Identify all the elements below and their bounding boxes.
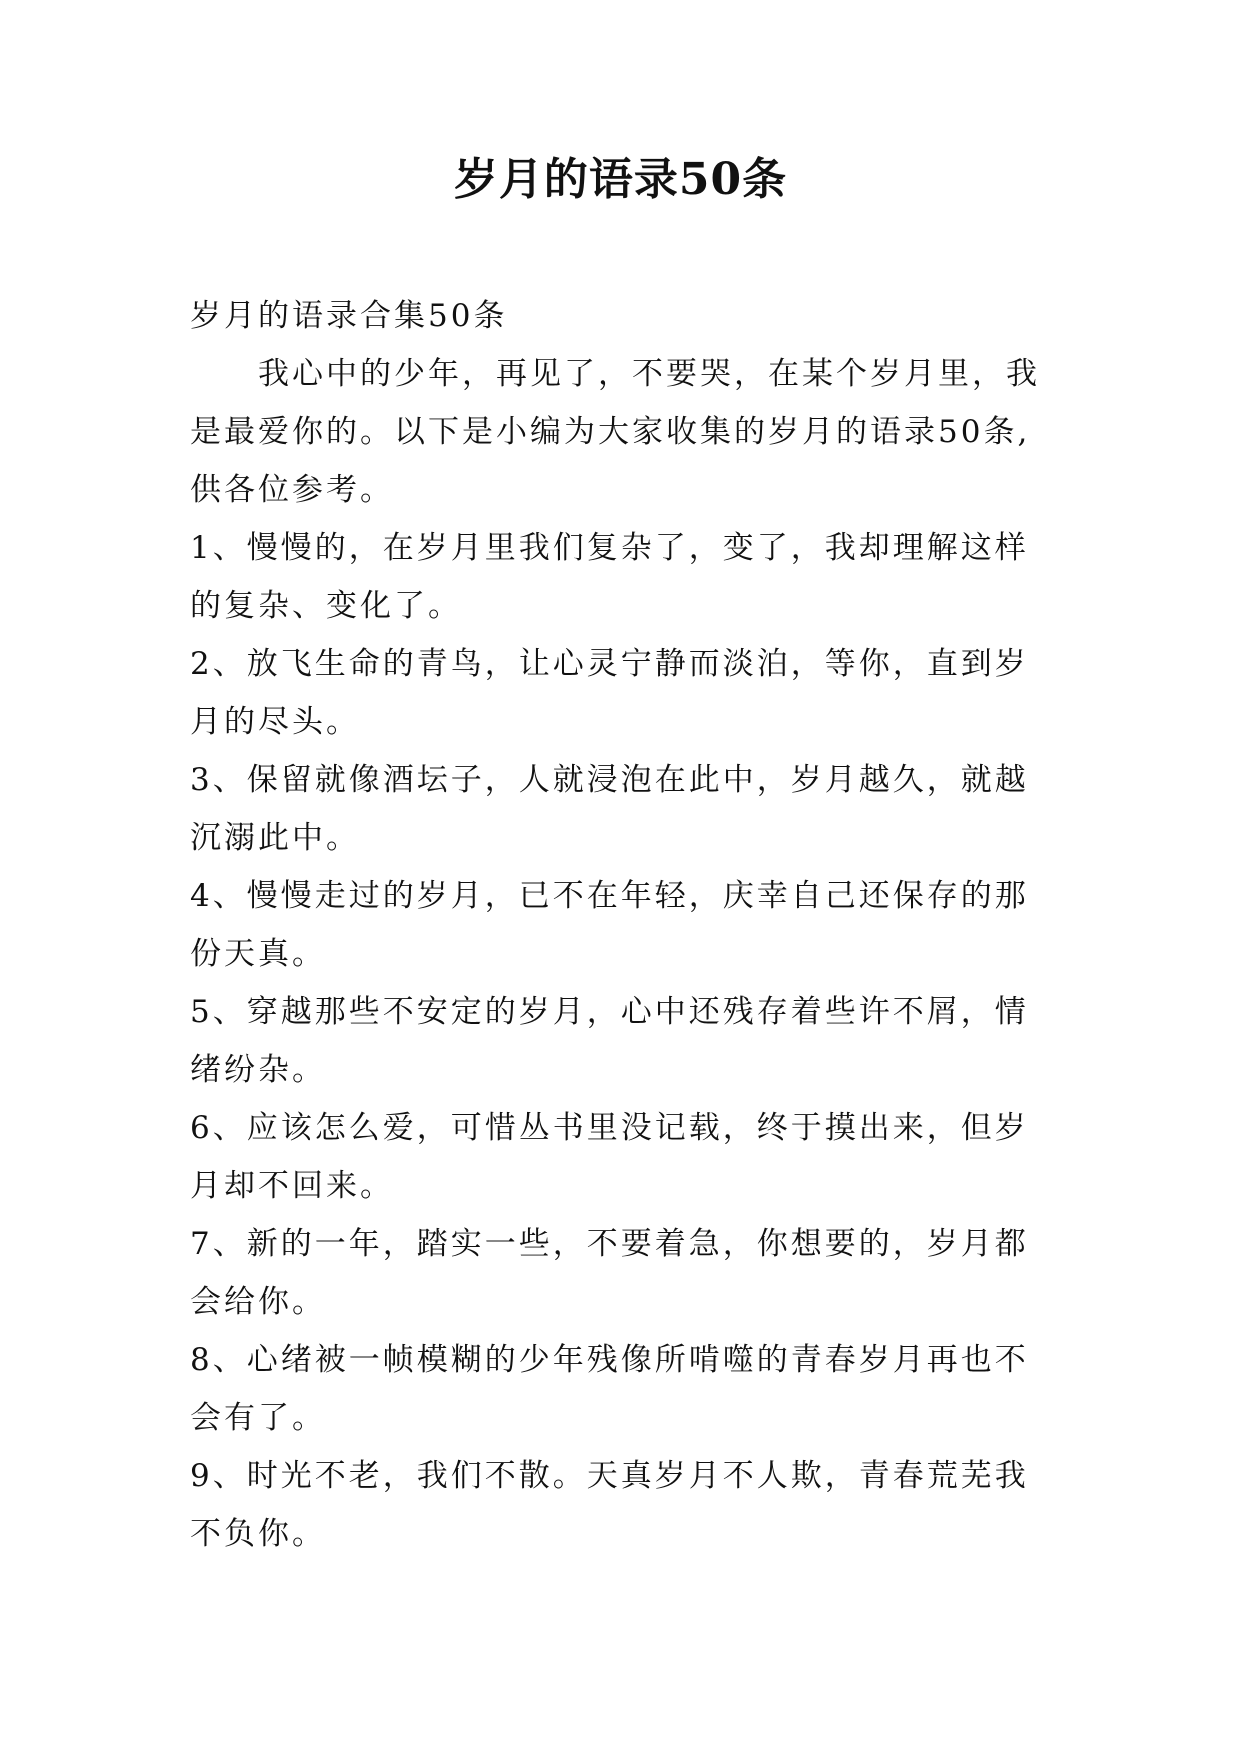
quote-item: 7、新的一年，踏实一些，不要着急，你想要的，岁月都会给你。 (190, 1226, 1029, 1320)
quote-item: 9、时光不老，我们不散。天真岁月不人欺，青春荒芜我不负你。 (190, 1458, 1029, 1552)
document-subtitle: 岁月的语录合集50条 (190, 298, 508, 334)
quote-item: 4、慢慢走过的岁月，已不在年轻，庆幸自己还保存的那份天真。 (190, 878, 1029, 972)
quote-item: 8、心绪被一帧模糊的少年残像所啃噬的青春岁月再也不会有了。 (190, 1342, 1029, 1436)
intro-paragraph: 我心中的少年，再见了，不要哭，在某个岁月里，我是最爱你的。以下是小编为大家收集的岁月的语录50条,供各位参考。 (190, 356, 1040, 508)
page-title: 岁月的语录50条 (453, 154, 788, 205)
quote-item: 2、放飞生命的青鸟，让心灵宁静而淡泊，等你，直到岁月的尽头。 (190, 646, 1029, 740)
quote-item: 3、保留就像酒坛子，人就浸泡在此中，岁月越久，就越沉溺此中。 (190, 762, 1029, 856)
quote-item: 5、穿越那些不安定的岁月，心中还残存着些许不屑，情绪纷杂。 (190, 994, 1029, 1088)
document-body (190, 287, 1052, 1563)
quote-item: 6、应该怎么爱，可惜丛书里没记载，终于摸出来，但岁月却不回来。 (190, 1110, 1029, 1204)
quote-item: 1、慢慢的，在岁月里我们复杂了，变了，我却理解这样的复杂、变化了。 (190, 530, 1029, 624)
